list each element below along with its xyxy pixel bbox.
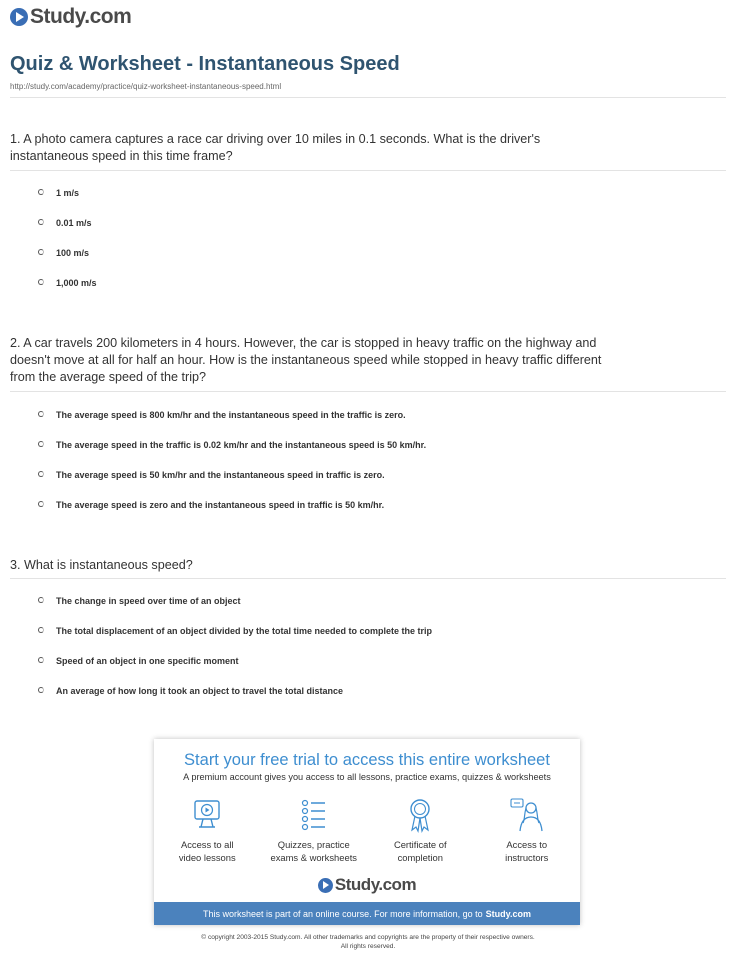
- promo-features: [154, 797, 580, 864]
- divider: [10, 170, 726, 171]
- copyright-text: © copyright 2003-2015 Study.com. All other trademarks and copyrights are the property of their respective owners.: [201, 934, 535, 941]
- answer-option[interactable]: [38, 686, 432, 716]
- feature-label-line1: Quizzes, practice: [277, 839, 350, 850]
- divider: [10, 578, 726, 579]
- free-trial-promo[interactable]: [154, 739, 580, 925]
- promo-logo[interactable]: [154, 875, 580, 895]
- promo-title[interactable]: Start your free trial to access this entire worksheet: [184, 751, 550, 769]
- radio-icon[interactable]: [38, 657, 44, 663]
- radio-icon[interactable]: [38, 471, 44, 477]
- divider: [10, 97, 726, 98]
- rights-text: All rights reserved.: [340, 942, 396, 950]
- certificate-icon: [403, 797, 437, 833]
- play-icon: [318, 878, 333, 893]
- page-url: http://study.com/academy/practice/quiz-worksheet-instantaneous-speed.html: [10, 82, 282, 91]
- feature-label-line2: video lessons: [178, 851, 236, 863]
- answer-label: 100 m/s: [56, 248, 90, 258]
- answer-label: The average speed is 800 km/hr and the instantaneous speed in the traffic is zero.: [56, 410, 406, 420]
- question-2-answers: [38, 410, 426, 530]
- radio-icon[interactable]: [38, 441, 44, 447]
- video-lesson-icon: [190, 797, 224, 833]
- answer-label: Speed of an object in one specific moment: [56, 656, 239, 666]
- answer-option[interactable]: [38, 440, 426, 470]
- answer-option[interactable]: [38, 278, 97, 308]
- answer-label: An average of how long it took an object to travel the total distance: [56, 686, 344, 696]
- promo-info-bar: [154, 902, 580, 925]
- radio-icon[interactable]: [38, 249, 44, 255]
- answer-option[interactable]: [38, 470, 426, 500]
- logo-text: Study.com: [334, 875, 417, 894]
- answer-option[interactable]: [38, 188, 97, 218]
- feature-label-line2: instructors: [505, 851, 549, 863]
- answer-label: 1 m/s: [56, 188, 80, 198]
- radio-icon[interactable]: [38, 501, 44, 507]
- feature-video-lessons: [159, 797, 255, 864]
- answer-option[interactable]: [38, 500, 426, 530]
- question-1-text: 1. A photo camera captures a race car driving over 10 miles in 0.1 seconds. What is the driver's instantaneous speed in this time frame?: [10, 132, 541, 163]
- feature-label-line2: completion: [397, 851, 443, 863]
- radio-icon[interactable]: [38, 627, 44, 633]
- question-2-text: 2. A car travels 200 kilometers in 4 hours. However, the car is stopped in heavy traffic on the highway and doesn't move at all for half an hour. How is the instantaneous speed while stopped in heavy traffic different from the average speed of the trip?: [10, 336, 602, 384]
- feature-label-line2: exams & worksheets: [270, 851, 357, 863]
- study-logo[interactable]: [10, 6, 131, 28]
- instructor-icon: [510, 797, 544, 833]
- feature-label-line1: Certificate of: [393, 839, 447, 850]
- feature-quizzes: [266, 797, 362, 864]
- answer-label: 0.01 m/s: [56, 218, 92, 228]
- answer-label: The average speed in the traffic is 0.02 km/hr and the instantaneous speed is 50 km/hr.: [56, 440, 427, 450]
- question-3-text: 3. What is instantaneous speed?: [10, 558, 193, 572]
- answer-label: The average speed is 50 km/hr and the instantaneous speed in traffic is zero.: [56, 470, 385, 480]
- answer-option[interactable]: [38, 248, 97, 278]
- answer-option[interactable]: [38, 218, 97, 248]
- radio-icon[interactable]: [38, 411, 44, 417]
- radio-icon[interactable]: [38, 219, 44, 225]
- radio-icon[interactable]: [38, 597, 44, 603]
- study-link[interactable]: Study.com: [485, 908, 531, 919]
- answer-option[interactable]: [38, 596, 432, 626]
- answer-label: 1,000 m/s: [56, 278, 97, 288]
- answer-option[interactable]: [38, 410, 426, 440]
- answer-label: The average speed is zero and the instantaneous speed in traffic is 50 km/hr.: [56, 500, 385, 510]
- copyright-footer: [0, 934, 736, 951]
- divider: [10, 391, 726, 392]
- radio-icon[interactable]: [38, 687, 44, 693]
- checklist-icon: [297, 797, 331, 833]
- logo-text: Study.com: [30, 5, 132, 28]
- feature-label-line1: Access to all: [180, 839, 234, 850]
- radio-icon[interactable]: [38, 189, 44, 195]
- feature-label-line1: Access to: [506, 839, 548, 850]
- feature-certificate: [372, 797, 468, 864]
- feature-instructors: [479, 797, 575, 864]
- radio-icon[interactable]: [38, 279, 44, 285]
- promo-subtitle: A premium account gives you access to all lessons, practice exams, quizzes & worksheets: [183, 772, 551, 782]
- question-3-answers: [38, 596, 432, 716]
- play-icon: [10, 8, 28, 26]
- page-title: Quiz & Worksheet - Instantaneous Speed: [10, 53, 400, 75]
- question-1-answers: [38, 188, 97, 308]
- answer-option[interactable]: [38, 656, 432, 686]
- answer-label: The total displacement of an object divided by the total time needed to complete the trip: [56, 626, 433, 636]
- answer-label: The change in speed over time of an object: [56, 596, 241, 606]
- promo-bar-text: This worksheet is part of an online course. For more information, go to: [203, 908, 483, 919]
- answer-option[interactable]: [38, 626, 432, 656]
